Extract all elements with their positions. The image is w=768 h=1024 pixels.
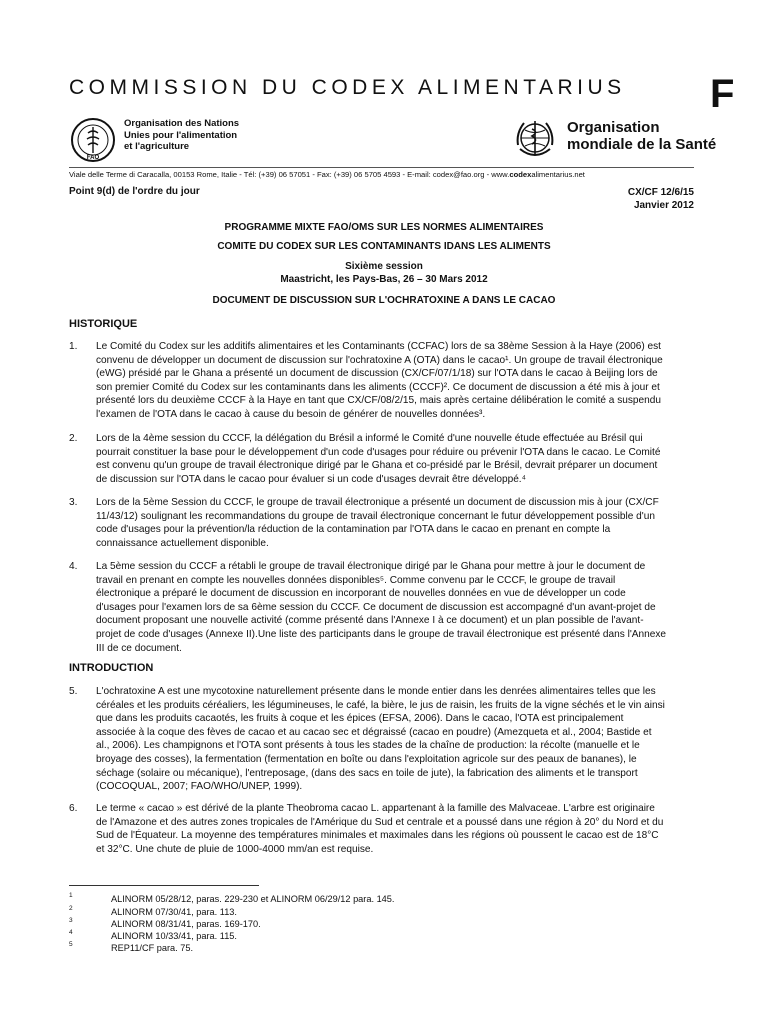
footnote-text: REP11/CF para. 75. — [111, 943, 194, 953]
paragraph-line: Le Comité du Codex sur les additifs alimentaires et les Contaminants (CCFAC) lors de sa 38ème Session à la Haye (2006) est — [96, 341, 661, 352]
address-line — [69, 167, 694, 179]
paragraph-line: associée à la coque des fèves de cacao et au cacao sec et dégraissé (cacao en poudre) (Amezqueta et al., 2004; Bastide et — [96, 726, 652, 738]
paragraph-line: (eWG) présidé par le Ghana a présenté un document de discussion (CX/CF/07/1/18) sur l'OTA dans le cacao à Beijing lors de — [96, 368, 658, 380]
paragraph-6 — [69, 802, 695, 856]
paragraph-number: 3. — [69, 497, 78, 508]
paragraph-line: al., 2006). Les champignons et l'OTA sont présents à tous les stades de la chaîne de production: la récolte (manuelle et le — [96, 740, 640, 752]
commission-title: COMMISSION DU CODEX ALIMENTARIUS — [69, 76, 626, 99]
footnote-text: ALINORM 07/30/41, para. 113. — [111, 907, 237, 917]
paragraph-number: 5. — [69, 686, 78, 697]
paragraph-line: La 5ème session du CCCF a rétabli le groupe de travail électronique dirigé par le Ghana pour mettre à jour le document de — [96, 561, 646, 572]
paragraph-number: 4. — [69, 561, 78, 572]
fao-logo-icon — [70, 117, 116, 163]
committee-title: COMITE DU CODEX SUR LES CONTAMINANTS IDANS LES ALIMENTS — [217, 241, 551, 252]
footnote-number: 1 — [69, 892, 73, 899]
who-line: Organisation — [567, 119, 660, 136]
paragraph-line: de l'Amazone et des autres zones tropicales de l'Amérique du Sud et centrale et a poussé dans une région à 20° du Nord et du — [96, 816, 664, 828]
session-place: Maastricht, les Pays-Bas, 26 – 30 Mars 2012 — [280, 274, 488, 285]
who-name — [567, 119, 716, 153]
paragraph-line: (COCOQUAL, 2007; FAO/WHO/UNEP, 1999). — [96, 781, 303, 793]
footnote-number: 2 — [69, 905, 73, 912]
agenda-point: Point 9(d) de l'ordre du jour — [69, 186, 200, 197]
footnote-text: ALINORM 10/33/41, para. 115. — [111, 931, 237, 941]
paragraph-5 — [69, 685, 695, 794]
fao-logo-text: FAO — [86, 155, 100, 161]
paragraph-line: L'ochratoxine A est une mycotoxine naturellement présente dans le monde entier dans les denrées alimentaires telles que les — [96, 686, 656, 697]
paragraph-line: et 32°C. Une chute de pluie de 1000-4000 mm/an est requise. — [96, 843, 374, 855]
paragraph-line: l'examen de l'OTA dans le cacao à cause du besoin de générer de nouvelles données³. — [96, 408, 486, 420]
website-bold: codex — [509, 170, 532, 179]
paragraph-line: convenu de développer un document de discussion sur l'ochratoxine A (OTA) dans le cacao¹. Un groupe de travail électronique — [96, 354, 663, 366]
session-title: Sixième session — [345, 261, 423, 272]
paragraph-line: son premier Comité du Codex sur les contaminants dans les aliments (CCCF)². Ce document de discussion a été mis à jour et — [96, 381, 660, 393]
paragraph-line: céréales et les produits céréaliers, les légumineuses, le café, la bière, le jus de raisin, les fruits de la vigne séchés et le vin ainsi — [96, 699, 665, 711]
paragraph-line: que dans les produits cacaotés, les fruits à coque et les épices (EFSA, 2006). Dans le cacao, l'OTA est principalement — [96, 713, 624, 725]
paragraph-1 — [69, 340, 695, 422]
paragraph-line: pourrait constituer la base pour le développement d'un code d'usages pour réduire ou prévenir l'OTA dans le cacao. Le Comité — [96, 446, 661, 458]
paragraph-number: 2. — [69, 433, 78, 444]
footnote-number: 3 — [69, 917, 73, 924]
footnote-number: 5 — [69, 941, 73, 948]
paragraph-line: projet de code d'usages (Annexe II).Une liste des participants dans le groupe de travail électronique est présenté dans l'Annexe — [96, 628, 667, 640]
paragraph-line: d'usages pour l'examen lors de sa 6ème session du CCCF. Ce document de discussion est accompagné d'un avant-projet de — [96, 601, 656, 613]
footnote-number: 4 — [69, 929, 73, 936]
website-rest: alimentarius.net — [531, 170, 585, 179]
fao-line: et l'agriculture — [124, 141, 190, 152]
paragraph-line: Sud de l'Équateur. La moyenne des températures minimales et maximales dans les régions où poussent le cacao est de 18°C — [96, 830, 659, 842]
footnote-text: ALINORM 05/28/12, paras. 229-230 et ALINORM 06/29/12 para. 145. — [111, 894, 395, 904]
doc-date: Janvier 2012 — [633, 200, 694, 211]
doc-ref: CX/CF 12/6/15 — [627, 187, 694, 198]
paragraph-line: est convenu qu'un groupe de travail électronique dirigé par le Ghana et co-présidé par le Brésil, devrait préparer un document — [96, 460, 658, 472]
footnote-divider — [69, 885, 259, 886]
paragraph-2 — [69, 432, 695, 486]
paragraph-line: Lors de la 4ème session du CCCF, la délégation du Brésil a informé le Comité d'une nouvelle étude effectuée au Brésil qui — [96, 433, 643, 444]
programme-title: PROGRAMME MIXTE FAO/OMS SUR LES NORMES ALIMENTAIRES — [224, 222, 544, 233]
paragraph-line: de discussion sur l'OTA dans le cacao pour évaluer si un code d'usages devrait être développé.⁴ — [96, 473, 526, 485]
section-heading-introduction: INTRODUCTION — [69, 662, 154, 674]
paragraph-line: broyage des cosses), la fermentation (fermentation en boîte ou dans l'exploitation agricole sur des peaux de bananes), le — [96, 753, 637, 765]
footnote-text: ALINORM 08/31/41, paras. 169-170. — [111, 919, 261, 929]
paragraph-line: travail en prenant en compte les nouvelles données disponibles⁵. Comme convenu par le CCCF, le groupe de travail — [96, 574, 616, 586]
paragraph-line: III de ce document. — [96, 642, 182, 654]
paragraph-number: 6. — [69, 803, 78, 814]
paragraph-line: document proposant une nouvelle activité (comme présenté dans l'Annexe I à ce document) et un plan possible de l'avant- — [96, 615, 644, 627]
paragraph-line: séchage (solaire ou mécanique), l'entreposage, (dans des sacs en toile de jute), la fabrication des aliments et le transport — [96, 767, 638, 779]
paragraph-line: connaissance actuellement disponible. — [96, 537, 269, 549]
document-reference — [628, 186, 694, 212]
who-line: mondiale de la Santé — [567, 136, 717, 153]
fao-name — [124, 118, 239, 153]
document-title: DOCUMENT DE DISCUSSION SUR L'OCHRATOXINE A DANS LE CACAO — [212, 295, 556, 306]
fao-line: Organisation des Nations — [124, 118, 240, 129]
paragraph-line: Lors de la 5ème Session du CCCF, le groupe de travail électronique a présenté un document de discussion mis à jour (CX/CF — [96, 497, 659, 508]
paragraph-line: Le terme « cacao » est dérivé de la plante Theobroma cacao L. appartenant à la famille des Malvaceae. L'arbre est originaire — [96, 803, 655, 814]
paragraph-line: 11/43/12) soulignant les recommandations du groupe de travail électronique concernant le futur développement possible d'un — [96, 510, 655, 522]
fao-line: Unies pour l'alimentation — [124, 129, 238, 141]
paragraph-line: code d'usages pour la prévention/la réduction de la contamination par l'OTA dans le cacao en prenant en compte la — [96, 524, 611, 536]
paragraph-line: électronique a préparé le document de discussion en incorporant de nouvelles données en vue de développer un code — [96, 588, 626, 600]
paragraph-3 — [69, 496, 695, 550]
paragraph-4 — [69, 560, 695, 655]
address-text: Viale delle Terme di Caracalla, 00153 Rome, Italie - Tél: (+39) 06 57051 - Fax: (+39) 06 5705 4593 - E-mail: codex@fao.org - www. — [69, 170, 510, 179]
paragraph-number: 1. — [69, 341, 78, 352]
who-logo-icon — [512, 115, 558, 161]
section-heading-historique: HISTORIQUE — [69, 318, 138, 330]
paragraph-line: présenté lors du deuxième CCCF à la Haye en tant que CX/CF/08/2/15, mais après certaine délibération le comité a suspendu — [96, 395, 661, 407]
language-letter: F — [710, 72, 735, 116]
